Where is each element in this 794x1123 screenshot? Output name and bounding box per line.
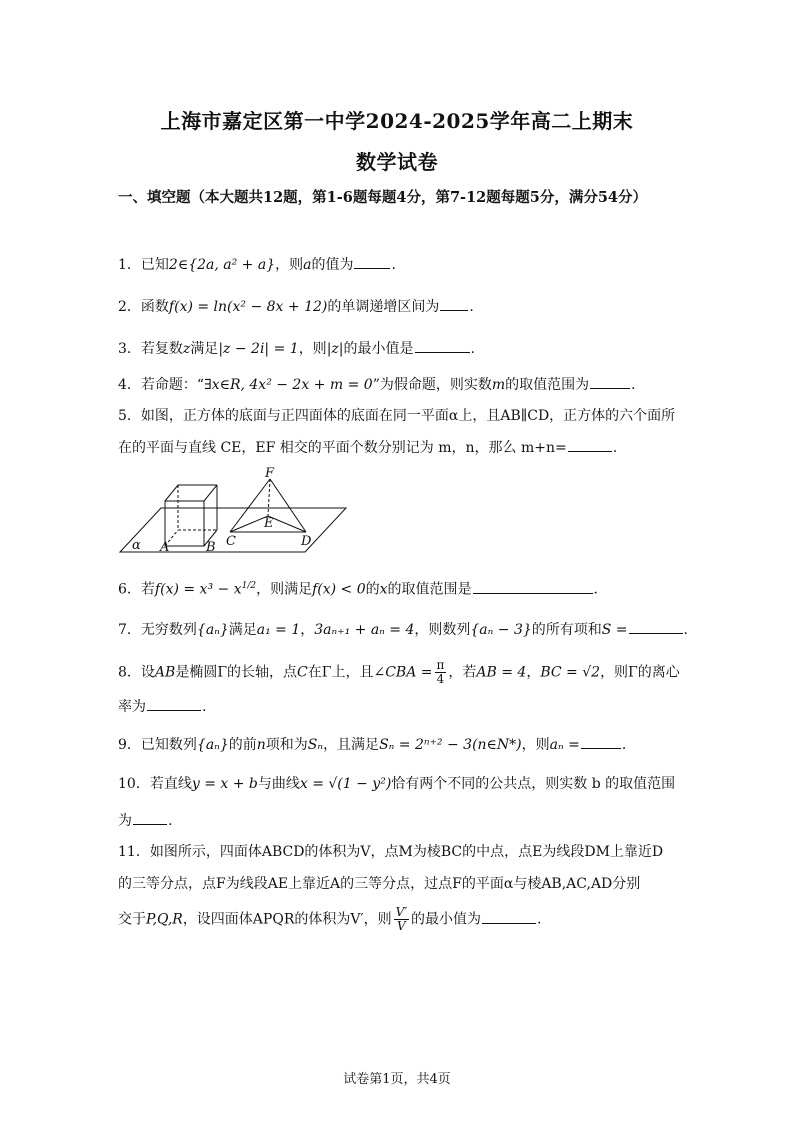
question-1: 1．已知2∈{2a, a² + a}，则a的值为 . xyxy=(118,254,688,275)
exam-title: 上海市嘉定区第一中学2024-2025学年高二上期末 xyxy=(160,109,634,133)
question-5: 5．如图，正方体的底面与正四面体的底面在同一平面α上，且AB∥CD，正方体的六个面所 xyxy=(118,408,676,424)
question-11-line3: 交于P,Q,R，设四面体APQR的体积为V′，则 $\frac{V'}{V}$ 的最小值为 . xyxy=(118,905,542,933)
question-7: 7．无穷数列{aₙ}满足a₁ = 1，3aₙ₊₁ + aₙ = 4，则数列{aₙ − 3}的所有项和S = . xyxy=(118,619,688,640)
question-8-line2: 率为 . xyxy=(118,696,688,717)
label-E: E xyxy=(264,516,274,531)
question-4: 4．若命题：“∃x∈R, 4x² − 2x + m = 0”为假命题，则实数m的取值范围为 ． xyxy=(118,374,688,395)
answer-blank[interactable] xyxy=(590,374,630,389)
answer-blank[interactable] xyxy=(354,254,390,269)
question-3: 3．若复数z满足|z − 2i| = 1，则|z|的最小值是 . xyxy=(118,338,688,359)
answer-blank[interactable] xyxy=(482,909,536,924)
fraction-pi-4: $\frac{\pi}{4}$ xyxy=(436,658,445,686)
question-10-line2: 为 . xyxy=(118,810,688,831)
label-A: A xyxy=(160,540,170,555)
question-1-set: 2∈{2a, a² + a} xyxy=(168,257,276,273)
label-B: B xyxy=(206,540,216,555)
question-2: 2．函数f(x) = ln(x² − 8x + 12)的单调递增区间为 . xyxy=(118,296,688,317)
section-heading: 一、填空题（本大题共12题，第1-6题每题4分，第7-12题每题5分，满分54分） xyxy=(118,189,648,206)
exam-subtitle: 数学试卷 xyxy=(356,150,438,174)
question-11: 11．如图所示，四面体ABCD的体积为V，点M为棱BC的中点，点E为线段DM上靠近D xyxy=(118,844,664,860)
fraction-v-prime-over-v: $\frac{V'}{V}$ xyxy=(395,905,408,933)
answer-blank[interactable] xyxy=(473,579,593,594)
question-11-line2: 的三等分点，点F为线段AE上靠近A的三等分点，过点F的平面α与棱AB,AC,AD分别 xyxy=(118,876,641,892)
answer-blank[interactable] xyxy=(415,338,470,353)
label-D: D xyxy=(301,534,312,549)
answer-blank[interactable] xyxy=(629,619,683,634)
answer-blank[interactable] xyxy=(568,437,612,452)
answer-blank[interactable] xyxy=(147,696,201,711)
question-5-line2: 在的平面与直线 CE，EF 相交的平面个数分别记为 m，n，那么 m+n= . xyxy=(118,437,688,458)
answer-blank[interactable] xyxy=(581,734,621,749)
cube-tetrahedron-figure xyxy=(118,463,358,558)
answer-blank[interactable] xyxy=(133,810,167,825)
label-C: C xyxy=(226,534,236,549)
answer-blank[interactable] xyxy=(440,296,468,311)
question-6: 6．若$f(x) = x^3 - x^{1/2}$，则满足f(x) < 0的x的取值范围是 ． xyxy=(118,576,688,600)
question-9: 9．已知数列{aₙ}的前n项和为Sₙ，且满足Sₙ = 2ⁿ⁺² − 3(n∈N*)，则aₙ = ． xyxy=(118,734,688,755)
question-10: 10．若直线y = x + b与曲线x = √(1 − y²)恰有两个不同的公共点，则实数 b 的取值范围 xyxy=(118,776,676,792)
label-alpha: α xyxy=(132,538,141,553)
label-F: F xyxy=(265,466,275,481)
question-8: 8．设AB是椭圆Γ的长轴，点C在Γ上，且∠CBA = $\frac{\pi}{4}$ ，若AB = 4，BC = √2，则Γ的离心 xyxy=(118,658,680,686)
page-footer: 试卷第1页，共4页 xyxy=(343,1072,451,1087)
